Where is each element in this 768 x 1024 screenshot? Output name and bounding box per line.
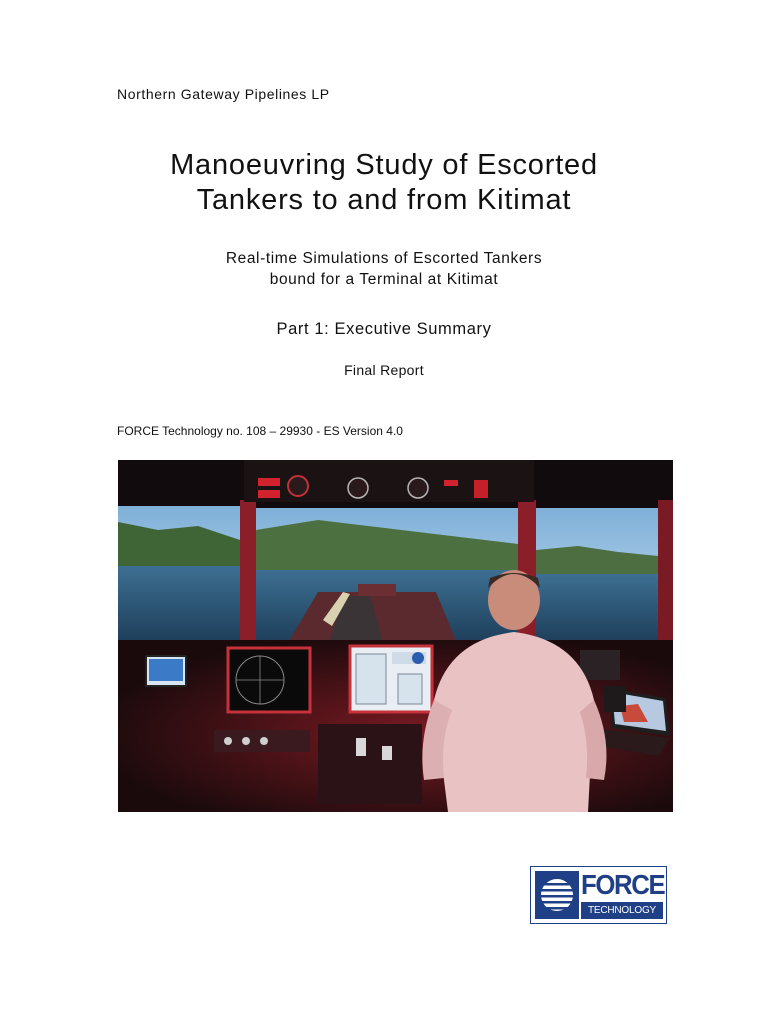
logo-subtitle: TECHNOLOGY [581,902,663,919]
pillar-left [240,500,256,650]
bridge-simulator-photo [118,460,673,812]
subtitle-line-2: bound for a Terminal at Kitimat [269,271,499,288]
globe-icon [535,871,579,919]
document-title [0,148,768,218]
client-name: Northern Gateway Pipelines LP [117,86,330,102]
operator-body [434,632,594,812]
subtitle-line-1: Real-time Simulations of Escorted Tankers [225,250,543,267]
force-technology-logo [530,866,667,924]
title-line-2: Tankers to and from Kitimat [196,184,572,216]
sea [118,566,240,646]
title-line-1: Manoeuvring Study of Escorted [170,149,598,181]
part-heading: Part 1: Executive Summary [276,320,492,338]
reference-number: FORCE Technology no. 108 – 29930 - ES Version 4.0 [117,424,403,438]
overhead-instruments [244,460,534,502]
report-type: Final Report [344,362,424,378]
logo-name: FORCE [581,869,665,900]
document-subtitle [0,248,768,290]
